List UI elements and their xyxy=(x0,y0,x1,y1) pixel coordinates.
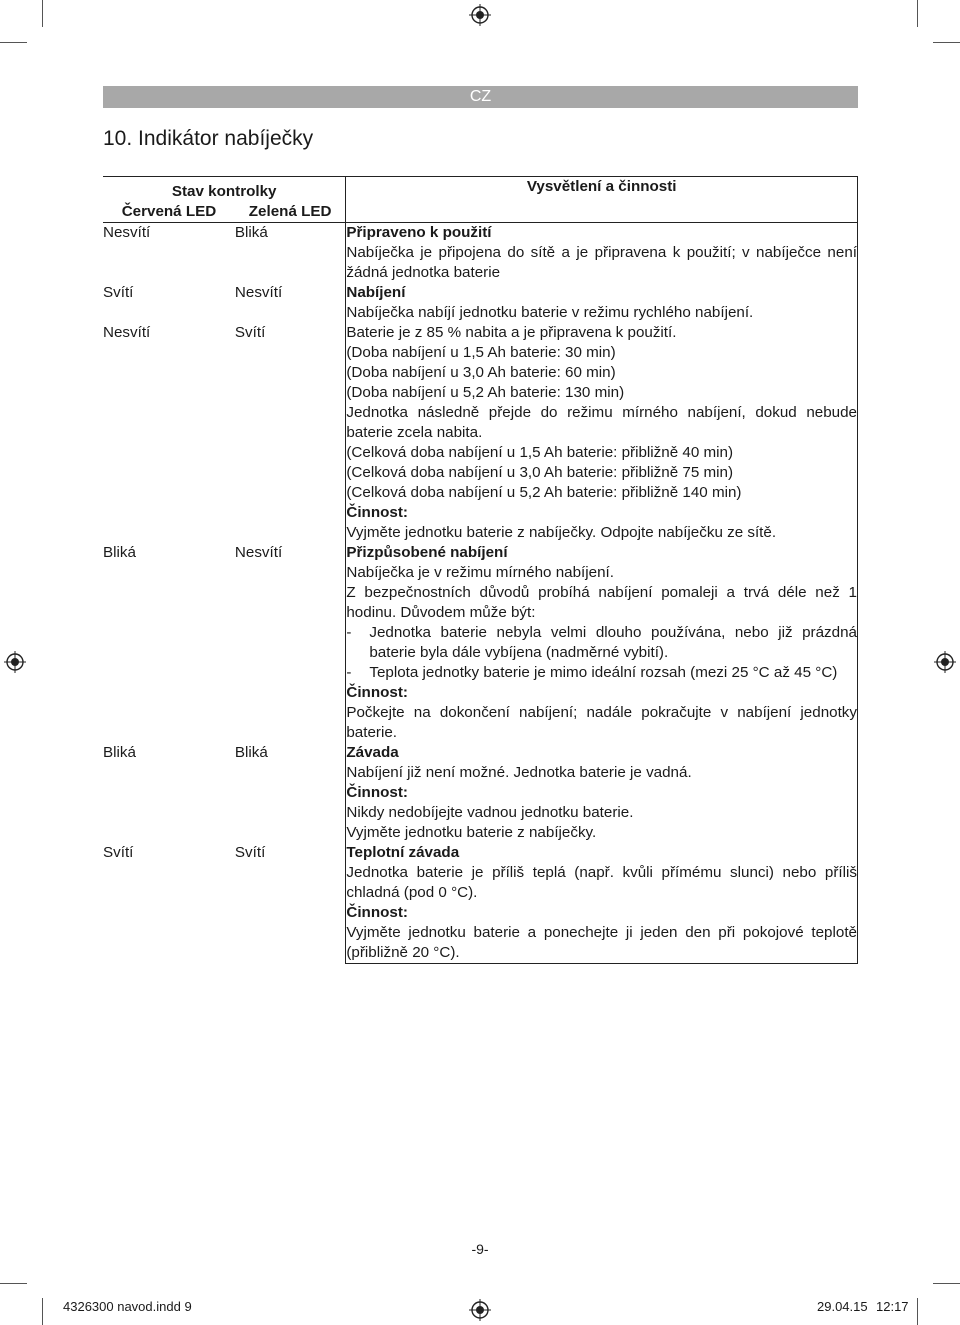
table-row xyxy=(103,743,858,843)
row-text: Nabíječka je připojena do sítě a je připravena k použití; v nabíječce není žádná jednotka baterie xyxy=(346,244,857,281)
language-bar: CZ xyxy=(103,86,858,108)
row-description xyxy=(346,543,858,743)
header-red-led: Červená LED xyxy=(103,202,235,223)
green-led-state: Nesvítí xyxy=(234,284,283,301)
row-text: Nabíječka je v režimu mírného nabíjení. xyxy=(346,564,614,581)
footer-time: 12:17 xyxy=(876,1299,909,1314)
row-title: Závada xyxy=(346,744,399,761)
footer-date: 29.04.15 xyxy=(817,1299,868,1314)
header-green-led: Zelená LED xyxy=(235,202,346,223)
page-number: -9- xyxy=(471,1241,489,1257)
row-text: Jednotka baterie je příliš teplá (např. kvůli přímému slunci) nebo příliš chladná (pod 0 °C). xyxy=(346,864,857,901)
red-led-state: Bliká xyxy=(103,544,136,561)
row-title: Nabíjení xyxy=(346,284,406,301)
table-row xyxy=(103,323,858,543)
row-text: Z bezpečnostních důvodů probíhá nabíjení pomaleji a trvá déle než 1 hodinu. Důvodem může být: xyxy=(346,584,857,621)
header-explanation: Vysvětlení a činnosti xyxy=(346,177,858,223)
action-label: Činnost: xyxy=(346,904,408,921)
row-text: (Doba nabíjení u 1,5 Ah baterie: 30 min) xyxy=(346,344,616,361)
header-indicator-status: Stav kontrolky xyxy=(103,177,346,203)
green-led-state: Bliká xyxy=(234,744,268,761)
row-text: Nabíječka nabíjí jednotku baterie v režimu rychlého nabíjení. xyxy=(346,304,754,321)
row-text: Jednotka následně přejde do režimu mírného nabíjení, dokud nebude baterie zcela nabita. xyxy=(346,404,857,441)
action-text: Počkejte na dokončení nabíjení; nadále pokračujte v nabíjení jednotky baterie. xyxy=(346,704,857,741)
table-row xyxy=(103,843,858,964)
registration-mark-icon xyxy=(469,1299,491,1321)
indicator-table xyxy=(103,176,858,964)
row-text: (Doba nabíjení u 3,0 Ah baterie: 60 min) xyxy=(346,364,616,381)
action-label: Činnost: xyxy=(346,784,408,801)
action-text: Vyjměte jednotku baterie z nabíječky. xyxy=(346,824,597,841)
crop-mark xyxy=(0,1283,27,1284)
list-item-text: Teplota jednotky baterie je mimo ideální rozsah (mezi 25 °C až 45 °C) xyxy=(369,664,838,681)
table-row xyxy=(103,223,858,284)
action-text: Vyjměte jednotku baterie z nabíječky. Odpojte nabíječku ze sítě. xyxy=(346,524,777,541)
green-led-state: Nesvítí xyxy=(234,544,283,561)
row-description xyxy=(346,743,858,843)
red-led-state: Svítí xyxy=(103,284,134,301)
registration-mark-icon xyxy=(469,4,491,26)
green-led-state: Svítí xyxy=(234,324,266,341)
crop-mark xyxy=(917,0,918,27)
crop-mark xyxy=(933,42,960,43)
section-heading: 10. Indikátor nabíječky xyxy=(103,127,314,150)
list-item xyxy=(346,623,857,663)
list-item xyxy=(346,663,857,683)
row-text: (Celková doba nabíjení u 5,2 Ah baterie: přibližně 140 min) xyxy=(346,484,742,501)
table-row xyxy=(103,283,858,323)
list-item-text: Jednotka baterie nebyla velmi dlouho používána, nebo již prázdná baterie byla dále vybíjena (nadměrné vybití). xyxy=(369,624,857,661)
crop-mark xyxy=(0,42,27,43)
red-led-state: Nesvítí xyxy=(103,324,151,341)
crop-mark xyxy=(42,1298,43,1325)
row-description xyxy=(346,323,858,543)
row-title: Připraveno k použití xyxy=(346,224,492,241)
crop-mark xyxy=(917,1298,918,1325)
row-text: (Doba nabíjení u 5,2 Ah baterie: 130 min) xyxy=(346,384,625,401)
dash-marker: - xyxy=(346,624,352,641)
row-title: Přizpůsobené nabíjení xyxy=(346,544,508,561)
row-description xyxy=(346,843,858,964)
action-label: Činnost: xyxy=(346,504,408,521)
action-text: Vyjměte jednotku baterie a ponechejte ji jeden den při pokojové teplotě (přibližně 20 °C). xyxy=(346,924,857,961)
row-text: Baterie je z 85 % nabita a je připravena k použití. xyxy=(346,324,677,341)
crop-mark xyxy=(933,1283,960,1284)
row-description xyxy=(346,223,858,284)
row-description xyxy=(346,283,858,323)
crop-mark xyxy=(42,0,43,27)
green-led-state: Bliká xyxy=(234,224,268,241)
registration-mark-icon xyxy=(934,651,956,673)
row-text: (Celková doba nabíjení u 3,0 Ah baterie: přibližně 75 min) xyxy=(346,464,734,481)
dash-marker: - xyxy=(346,664,352,681)
row-title: Teplotní závada xyxy=(346,844,460,861)
red-led-state: Svítí xyxy=(103,844,134,861)
table-row xyxy=(103,543,858,743)
red-led-state: Nesvítí xyxy=(103,224,151,241)
row-text: Nabíjení již není možné. Jednotka baterie je vadná. xyxy=(346,764,692,781)
green-led-state: Svítí xyxy=(234,844,266,861)
action-text: Nikdy nedobíjejte vadnou jednotku baterie. xyxy=(346,804,634,821)
row-text: (Celková doba nabíjení u 1,5 Ah baterie: přibližně 40 min) xyxy=(346,444,734,461)
registration-mark-icon xyxy=(4,651,26,673)
red-led-state: Bliká xyxy=(103,744,136,761)
action-label: Činnost: xyxy=(346,684,408,701)
footer-filename: 4326300 navod.indd 9 xyxy=(63,1299,192,1314)
